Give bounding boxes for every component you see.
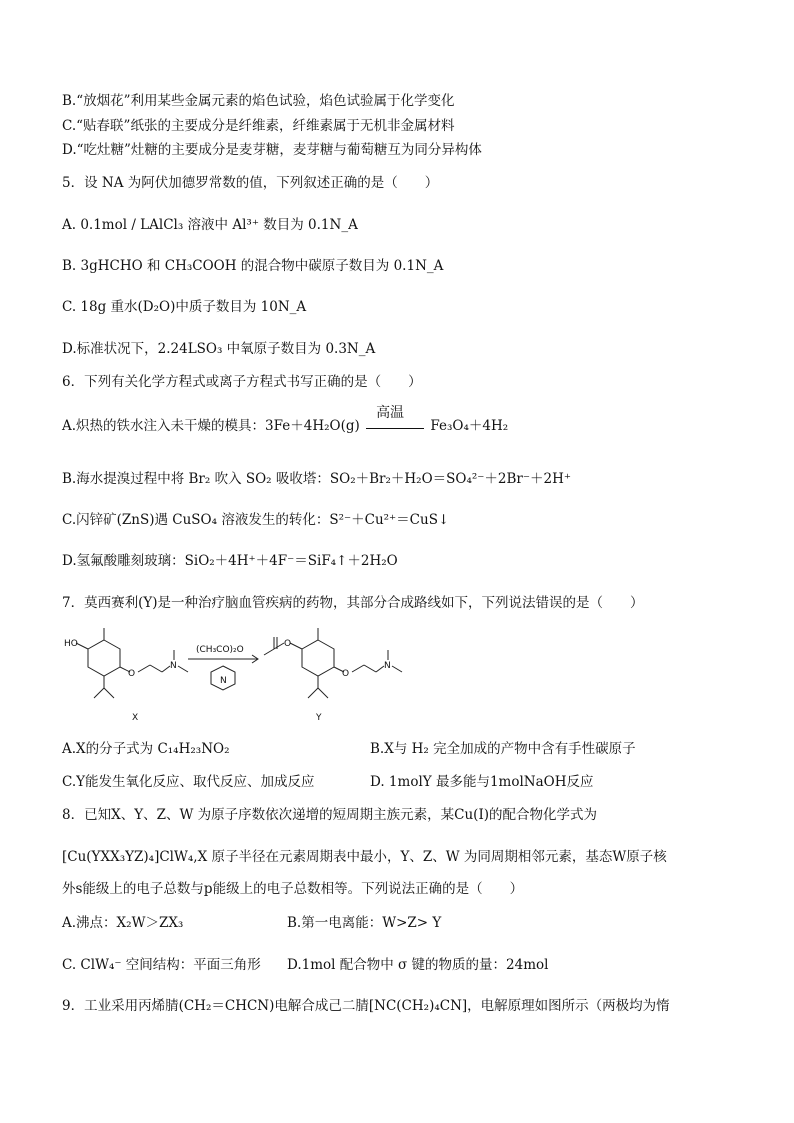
- svg-text:O: O: [342, 669, 350, 679]
- q8-option-c: C. ClW₄⁻ 空间结构：平面三角形: [62, 957, 261, 973]
- q6-stem: 6．下列有关化学方程式或离子方程式书写正确的是（ ）: [62, 374, 422, 390]
- q8-line2: [Cu(YXX₃YZ)₄]ClW₄,X 原子半径在元素周期表中最小，Y、Z、W 为同周期相邻元素，基态W原子核: [62, 849, 667, 865]
- svg-text:N: N: [384, 661, 391, 671]
- q7-label-x: X: [132, 713, 139, 723]
- q6-a-left: A.炽热的铁水注入未干燥的模具：3Fe＋4H₂O(g): [62, 418, 360, 434]
- q6-a-arrow: [364, 404, 426, 436]
- q8-option-d: D.1mol 配合物中 σ 键的物质的量：24mol: [287, 957, 549, 973]
- q6-option-d: D.氢氟酸雕刻玻璃：SiO₂＋4H⁺＋4F⁻＝SiF₄↑＋2H₂O: [62, 553, 398, 569]
- q5-stem: 5．设 NA 为阿伏加德罗常数的值，下列叙述正确的是（ ）: [62, 175, 439, 191]
- q7-stem: 7．莫西赛利(Y)是一种治疗脑血管疾病的药物，其部分合成路线如下，下列说法错误的是（ ）: [62, 595, 644, 611]
- q6-a-right: Fe₃O₄＋4H₂: [430, 418, 509, 434]
- svg-text:O: O: [128, 669, 136, 679]
- svg-text:N: N: [220, 676, 227, 686]
- q6-option-c: C.闪锌矿(ZnS)遇 CuSO₄ 溶液发生的转化：S²⁻＋Cu²⁺＝CuS↓: [62, 512, 450, 528]
- q7-option-b: B.X与 H₂ 完全加成的产物中含有手性碳原子: [370, 741, 636, 757]
- q6-option-a: [62, 404, 509, 436]
- q5-option-d: D.标准状况下，2.24LSO₃ 中氧原子数目为 0.3N_A: [62, 341, 376, 357]
- q7-reagent: (CH₃CO)₂O: [196, 645, 244, 655]
- q8-stem: 8．已知X、Y、Z、W 为原子序数依次递增的短周期主族元素，某Cu(I)的配合物化学式为: [62, 807, 598, 823]
- q4-option-d: D.“吃灶糖”灶糖的主要成分是麦芽糖，麦芽糖与葡萄糖互为同分异构体: [62, 142, 482, 158]
- q7-option-d: D. 1molY 最多能与1molNaOH反应: [370, 774, 594, 790]
- q6-option-b: B.海水提溴过程中将 Br₂ 吹入 SO₂ 吸收塔：SO₂＋Br₂＋H₂O＝SO₄²⁻＋2Br⁻＋2H⁺: [62, 471, 571, 487]
- q8-option-b: B.第一电离能：W>Z> Y: [287, 915, 442, 931]
- q7-option-c: C.Y能发生氧化反应、取代反应、加成反应: [62, 774, 315, 790]
- q4-option-c: C.“贴春联”纸张的主要成分是纤维素，纤维素属于无机非金属材料: [62, 118, 455, 134]
- svg-text:HO: HO: [64, 639, 78, 649]
- q7-option-a: A.X的分子式为 C₁₄H₂₃NO₂: [62, 741, 230, 757]
- q8-line3: 外s能级上的电子总数与p能级上的电子总数相等。下列说法正确的是（ ）: [62, 881, 524, 897]
- q5-option-c: C. 18g 重水(D₂O)中质子数目为 10N_A: [62, 299, 307, 315]
- q6-a-condition: 高温: [376, 404, 405, 421]
- q4-option-b: B.“放烟花”利用某些金属元素的焰色试验，焰色试验属于化学变化: [62, 93, 455, 109]
- q8-option-a: A.沸点：X₂W＞ZX₃: [62, 915, 184, 931]
- q7-synthesis-scheme: [62, 622, 482, 732]
- q7-label-y: Y: [316, 713, 322, 723]
- q5-option-b: B. 3gHCHO 和 CH₃COOH 的混合物中碳原子数目为 0.1N_A: [62, 258, 444, 274]
- q9-stem: 9．工业采用丙烯腈(CH₂＝CHCN)电解合成己二腈[NC(CH₂)₄CN]，电解原理如图所示（两极均为惰: [62, 998, 670, 1014]
- svg-text:O: O: [284, 639, 292, 649]
- q5-option-a: A. 0.1mol / LAlCl₃ 溶液中 Al³⁺ 数目为 0.1N_A: [62, 217, 358, 233]
- svg-text:N: N: [170, 661, 177, 671]
